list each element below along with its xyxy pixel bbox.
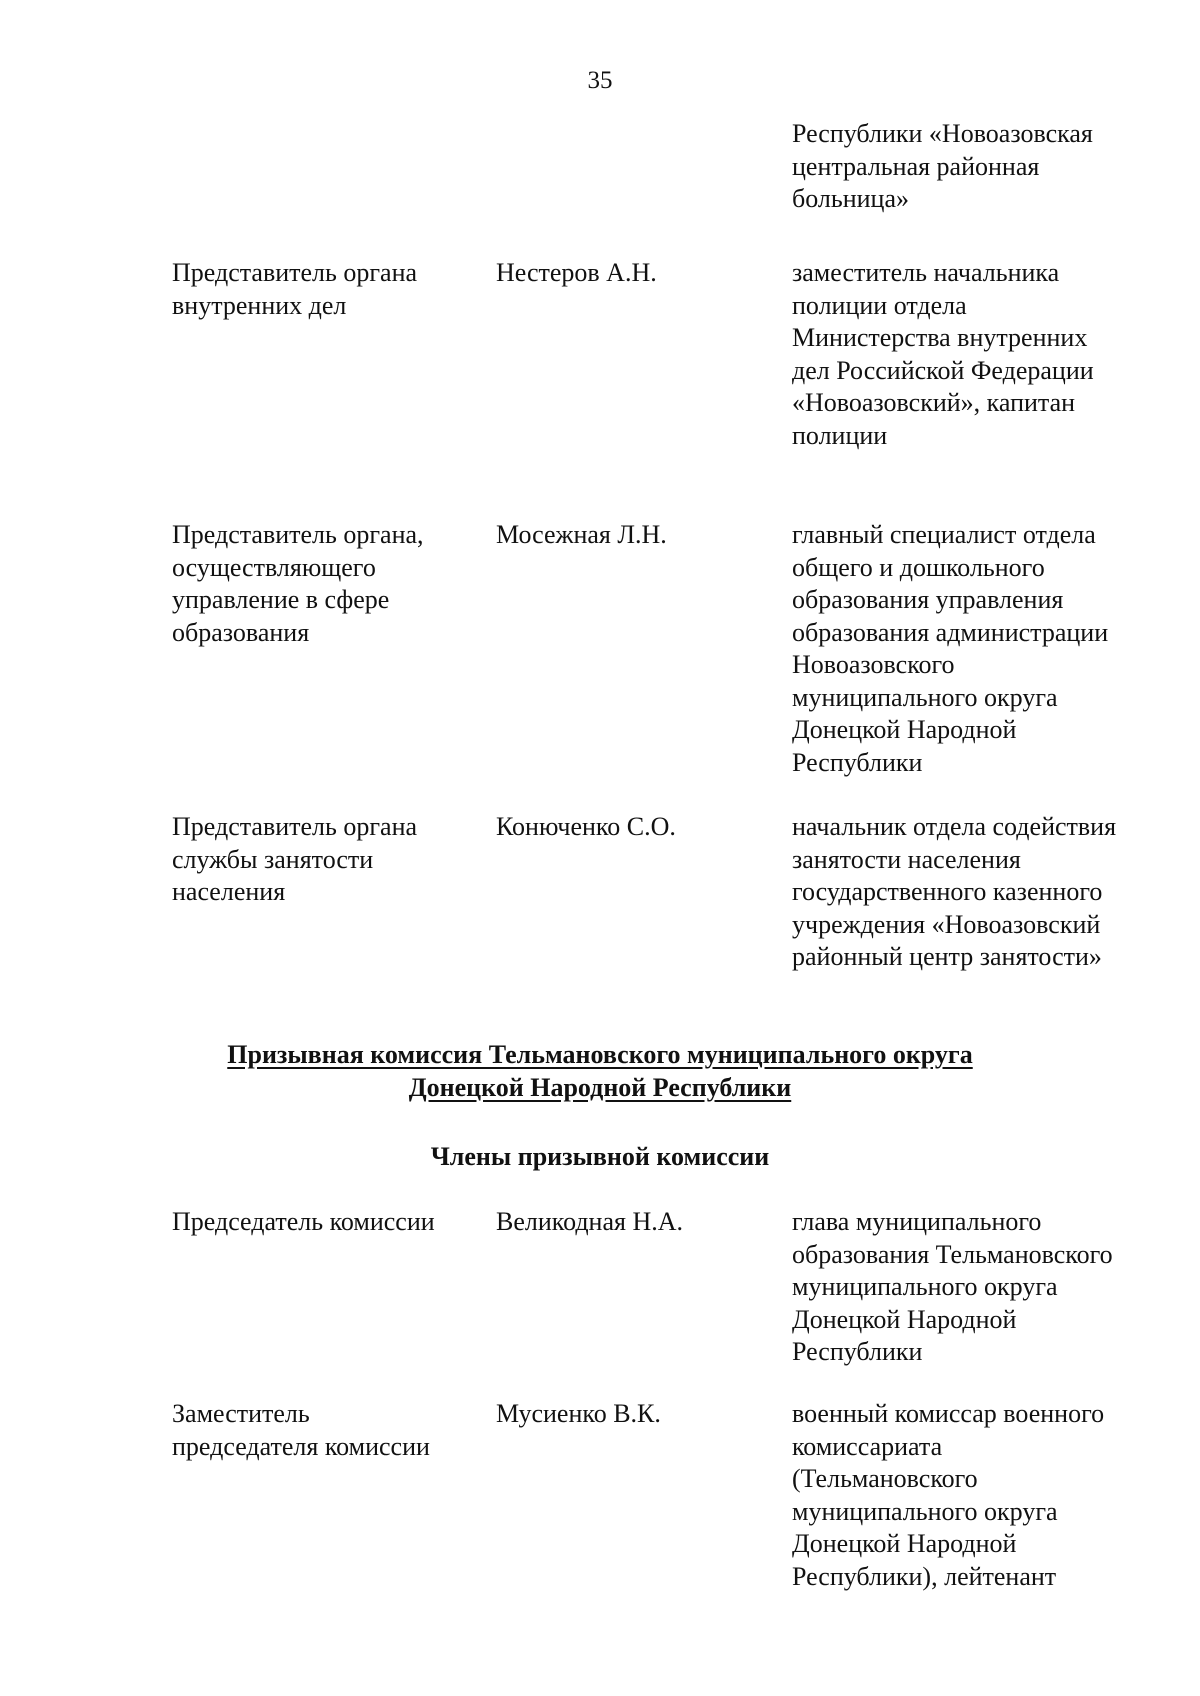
text-line: муниципального округа — [792, 1496, 1058, 1526]
page-number: 35 — [587, 67, 613, 94]
section-subheading: Члены призывной комиссии — [430, 1142, 770, 1171]
text-line: Председатель комиссии — [172, 1207, 435, 1236]
member-name: Нестеров А.Н. — [496, 258, 657, 287]
text-line: службы занятости — [172, 844, 374, 874]
text-line: внутренних дел — [172, 290, 347, 320]
text-line: образования администрации — [792, 617, 1109, 647]
member-role — [172, 257, 417, 322]
member-role — [172, 1398, 430, 1463]
text-line: начальник отдела содействия — [792, 812, 1117, 841]
text-line: Республики), лейтенант — [792, 1561, 1057, 1591]
text-line: управление в сфере — [172, 585, 390, 614]
member-name: Мусиенко В.К. — [496, 1399, 661, 1428]
member-role — [172, 811, 417, 909]
continuation-text — [792, 118, 1093, 216]
text-line: Донецкой Народной — [792, 715, 1017, 744]
text-line: Республики — [792, 747, 923, 777]
text-line: муниципального округа — [792, 1272, 1058, 1301]
text-line: дел Российской Федерации — [792, 355, 1094, 385]
text-line: «Новоазовский», капитан — [792, 388, 1076, 417]
member-name: Мосежная Л.Н. — [496, 520, 667, 549]
text-line: полиции — [792, 420, 888, 450]
text-line: полиции отдела — [792, 290, 967, 320]
heading-line: Призывная комиссия Тельмановского муниципального округа — [227, 1040, 973, 1069]
text-line: осуществляющего — [172, 552, 376, 582]
member-role — [172, 519, 424, 649]
text-line: районный центр занятости» — [792, 942, 1102, 971]
text-line: комиссариата — [792, 1431, 943, 1461]
heading-line: Донецкой Народной Республики — [408, 1073, 792, 1102]
member-name: Конюченко С.О. — [496, 812, 676, 841]
text-line: центральная районная — [792, 151, 1040, 181]
text-line: Донецкой Народной — [792, 1304, 1017, 1334]
text-line: учреждения «Новоазовский — [792, 909, 1101, 939]
member-description — [792, 1398, 1104, 1593]
text-line: муниципального округа — [792, 682, 1058, 712]
member-name: Великодная Н.А. — [496, 1207, 684, 1236]
text-line: главный специалист отдела — [792, 520, 1096, 549]
member-role — [172, 1206, 435, 1239]
text-line: военный комиссар военного — [792, 1399, 1105, 1428]
text-line: заместитель начальника — [792, 258, 1060, 287]
text-line: Республики — [792, 1337, 923, 1366]
text-line: занятости населения — [792, 844, 1021, 874]
text-line: Заместитель — [172, 1399, 310, 1428]
text-line: образования Тельмановского — [792, 1239, 1113, 1269]
text-line: Министерства внутренних — [792, 323, 1088, 352]
member-description — [792, 257, 1094, 452]
text-line: (Тельмановского — [792, 1464, 978, 1493]
text-line: Представитель органа, — [172, 520, 424, 549]
member-description — [792, 519, 1108, 779]
text-line: председателя комиссии — [172, 1431, 430, 1461]
text-line: больница» — [792, 184, 909, 213]
text-line: общего и дошкольного — [792, 552, 1045, 582]
text-line: населения — [172, 877, 286, 906]
text-line: государственного казенного — [792, 877, 1103, 906]
text-line: Донецкой Народной — [792, 1529, 1017, 1558]
section-heading — [0, 1038, 1200, 1104]
text-line: образования управления — [792, 585, 1064, 614]
text-line: Республики «Новоазовская — [792, 119, 1093, 148]
member-description — [792, 811, 1116, 974]
text-line: Новоазовского — [792, 650, 955, 679]
member-description — [792, 1206, 1113, 1369]
text-line: глава муниципального — [792, 1207, 1042, 1236]
text-line: образования — [172, 617, 310, 647]
text-line: Представитель органа — [172, 812, 418, 841]
text-line: Представитель органа — [172, 258, 418, 287]
